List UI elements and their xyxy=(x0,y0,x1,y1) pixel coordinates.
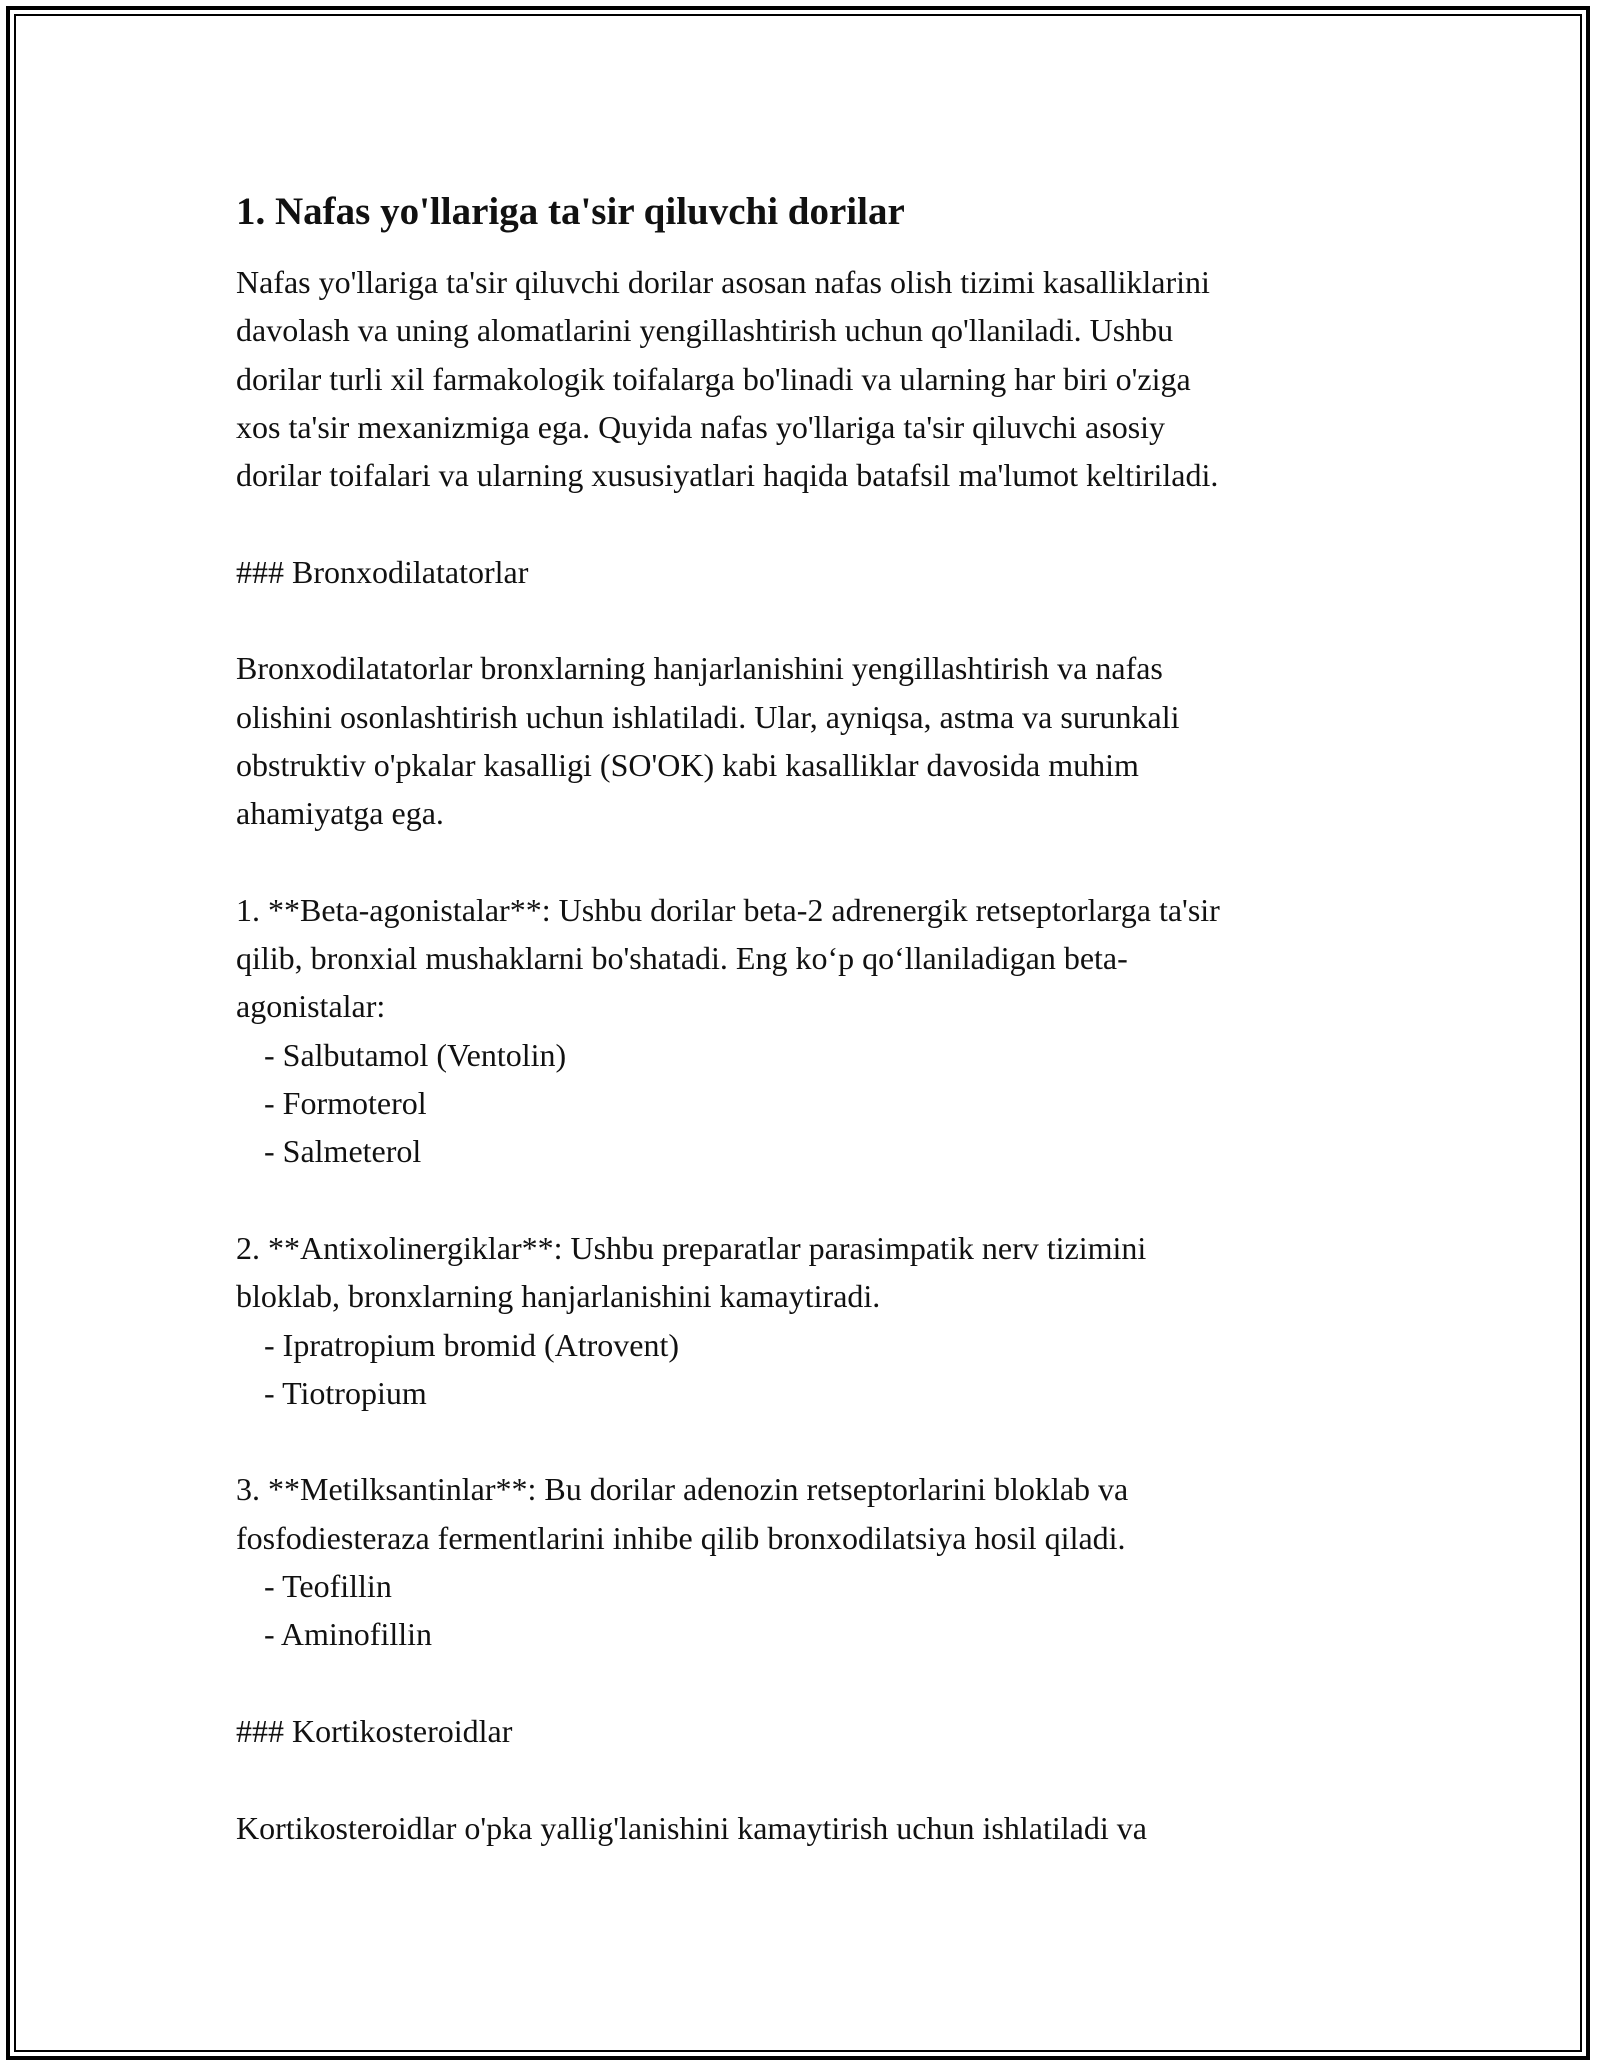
intro-line: xos ta'sir mexanizmiga ega. Quyida nafas yo'llariga ta'sir qiluvchi asosiy xyxy=(236,408,1166,445)
drug-list-item: - Salmeterol xyxy=(264,1133,422,1170)
intro-line: dorilar toifalari va ularning xususiyatlari haqida batafsil ma'lumot keltiriladi. xyxy=(236,457,1219,494)
section-heading-bronxodilatatorlar: ### Bronxodilatatorlar xyxy=(236,553,529,590)
list-item-line: 1. **Beta-agonistalar**: Ushbu dorilar beta-2 adrenergik retseptorlarga ta'sir xyxy=(236,891,1220,928)
paragraph-line: olishini osonlashtirish uchun ishlatiladi. Ular, ayniqsa, astma va surunkali xyxy=(236,698,1180,735)
spacer xyxy=(236,1417,1376,1465)
kortikosteroidlar-paragraph xyxy=(236,1804,1376,1852)
spacer xyxy=(236,596,1376,644)
list-item-line: 2. **Antixolinergiklar**: Ushbu preparatlar parasimpatik nerv tizimini xyxy=(236,1229,1147,1266)
spacer xyxy=(236,838,1376,886)
list-item-line: 3. **Metilksantinlar**: Bu dorilar adenozin retseptorlarini bloklab va xyxy=(236,1471,1129,1508)
list-item-line: fosfodiesteraza fermentlarini inhibe qilib bronxodilatsiya hosil qiladi. xyxy=(236,1519,1126,1556)
drug-list-item: - Formoterol xyxy=(264,1085,427,1122)
paragraph-line: ahamiyatga ega. xyxy=(236,795,444,832)
paragraph-line: obstruktiv o'pkalar kasalligi (SO'OK) kabi kasalliklar davosida muhim xyxy=(236,746,1139,783)
list-item-metilksantinlar xyxy=(236,1465,1376,1658)
spacer xyxy=(236,499,1376,547)
paragraph-line: Kortikosteroidlar o'pka yallig'lanishini kamaytirish uchun ishlatiladi va xyxy=(236,1809,1147,1846)
drug-list-item: - Teofillin xyxy=(264,1568,392,1605)
list-item-antixolinergiklar xyxy=(236,1224,1376,1417)
drug-list-item: - Ipratropium bromid (Atrovent) xyxy=(264,1326,679,1363)
list-item-beta-agonistalar xyxy=(236,886,1376,1176)
drug-list-item: - Aminofillin xyxy=(264,1616,432,1653)
intro-line: Nafas yo'llariga ta'sir qiluvchi dorilar asosan nafas olish tizimi kasalliklarini xyxy=(236,264,1210,300)
paragraph-line: Bronxodilatatorlar bronxlarning hanjarlanishini yengillashtirish va nafas xyxy=(236,650,1163,687)
list-item-line: bloklab, bronxlarning hanjarlanishini kamaytiradi. xyxy=(236,1278,881,1315)
intro-line: davolash va uning alomatlarini yengillashtirish uchun qo'llaniladi. Ushbu xyxy=(236,312,1174,349)
intro-line: dorilar turli xil farmakologik toifalarga bo'linadi va ularning har biri o'ziga xyxy=(236,360,1191,397)
spacer xyxy=(236,1176,1376,1224)
section-heading-kortikosteroidlar: ### Kortikosteroidlar xyxy=(236,1712,513,1749)
list-item-line: agonistalar: xyxy=(236,988,386,1025)
intro-paragraph xyxy=(236,258,1376,499)
list-item-line: qilib, bronxial mushaklarni bo'shatadi. Eng ko‘p qo‘llaniladigan beta- xyxy=(236,940,1128,977)
document-body xyxy=(236,188,1376,1852)
drug-list-item: - Tiotropium xyxy=(264,1374,427,1411)
document-title: 1. Nafas yo'llariga ta'sir qiluvchi dorilar xyxy=(236,190,905,233)
drug-list-item: - Salbutamol (Ventolin) xyxy=(264,1036,567,1073)
spacer xyxy=(236,1659,1376,1707)
bronxodilatatorlar-paragraph xyxy=(236,644,1376,837)
spacer xyxy=(236,1755,1376,1803)
